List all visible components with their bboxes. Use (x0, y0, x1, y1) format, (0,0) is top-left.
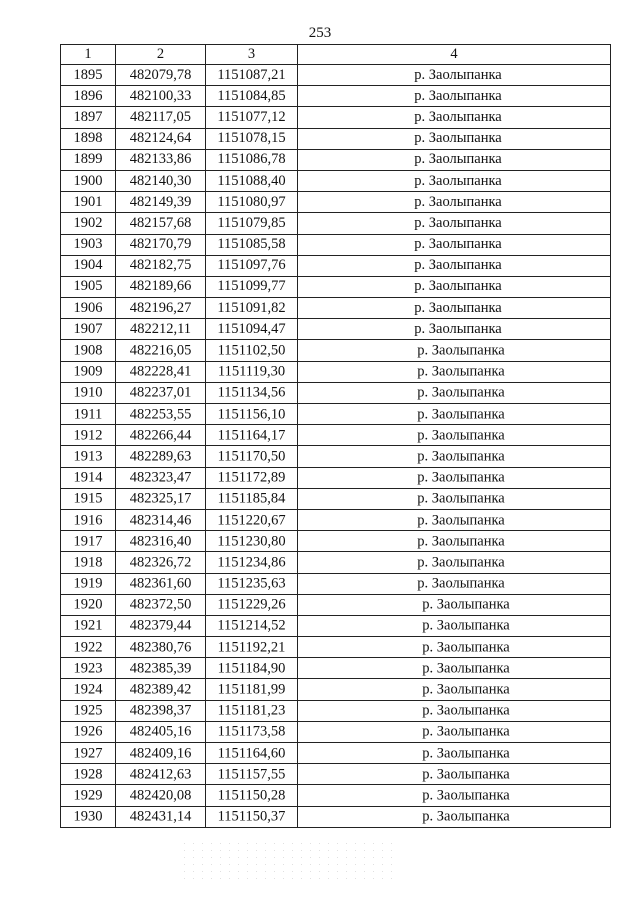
y-coordinate-cell: 1151156,10 (206, 404, 298, 425)
x-coordinate-cell: 482405,16 (116, 722, 206, 743)
point-number-cell: 1915 (61, 489, 116, 510)
point-number-cell: 1909 (61, 362, 116, 383)
table-body (61, 65, 611, 828)
x-coordinate-cell: 482182,75 (116, 255, 206, 276)
point-number-cell: 1926 (61, 722, 116, 743)
point-number-cell: 1916 (61, 510, 116, 531)
point-number-cell: 1896 (61, 86, 116, 107)
y-coordinate-cell: 1151091,82 (206, 298, 298, 319)
table-row (61, 170, 611, 191)
table-row (61, 700, 611, 721)
x-coordinate-cell: 482140,30 (116, 170, 206, 191)
point-number-cell: 1921 (61, 616, 116, 637)
y-coordinate-cell: 1151185,84 (206, 489, 298, 510)
point-number-cell: 1917 (61, 531, 116, 552)
x-coordinate-cell: 482412,63 (116, 764, 206, 785)
table-row (61, 743, 611, 764)
x-coordinate-cell: 482379,44 (116, 616, 206, 637)
table-row (61, 382, 611, 403)
table-row (61, 86, 611, 107)
x-coordinate-cell: 482326,72 (116, 552, 206, 573)
table-row (61, 65, 611, 86)
x-coordinate-cell: 482100,33 (116, 86, 206, 107)
table-row (61, 467, 611, 488)
object-name-cell: р. Заолыпанка (298, 255, 611, 276)
object-name-cell: р. Заолыпанка (298, 764, 611, 785)
object-name-cell: р. Заолыпанка (298, 298, 611, 319)
object-name-cell: р. Заолыпанка (298, 234, 611, 255)
object-name-cell: р. Заолыпанка (298, 383, 611, 404)
y-coordinate-cell: 1151173,58 (206, 722, 298, 743)
x-coordinate-cell: 482157,68 (116, 213, 206, 234)
object-name-cell: р. Заолыпанка (298, 510, 611, 531)
point-number-cell: 1919 (61, 574, 116, 595)
object-name-cell: р. Заолыпанка (298, 362, 611, 383)
x-coordinate-cell: 482266,44 (116, 425, 206, 446)
y-coordinate-cell: 1151086,78 (206, 149, 298, 170)
table-row (61, 615, 611, 636)
y-coordinate-cell: 1151172,89 (206, 468, 298, 489)
point-number-cell: 1900 (61, 170, 116, 191)
y-coordinate-cell: 1151235,63 (206, 574, 298, 595)
table-row (61, 721, 611, 742)
point-number-cell: 1895 (61, 65, 116, 86)
object-name-cell: р. Заолыпанка (298, 128, 611, 149)
point-number-cell: 1902 (61, 213, 116, 234)
table-row (61, 764, 611, 785)
object-name-cell: р. Заолыпанка (298, 616, 611, 637)
x-coordinate-cell: 482389,42 (116, 679, 206, 700)
x-coordinate-cell: 482170,79 (116, 234, 206, 255)
y-coordinate-cell: 1151150,28 (206, 785, 298, 806)
table-row (61, 107, 611, 128)
object-name-cell: р. Заолыпанка (298, 404, 611, 425)
y-coordinate-cell: 1151088,40 (206, 170, 298, 191)
table-row (61, 361, 611, 382)
object-name-cell: р. Заолыпанка (298, 213, 611, 234)
y-coordinate-cell: 1151085,58 (206, 234, 298, 255)
object-name-cell: р. Заолыпанка (298, 192, 611, 213)
point-number-cell: 1897 (61, 107, 116, 128)
object-name-cell: р. Заолыпанка (298, 552, 611, 573)
point-number-cell: 1913 (61, 446, 116, 467)
column-header-2: 2 (116, 45, 206, 65)
y-coordinate-cell: 1151097,76 (206, 255, 298, 276)
point-number-cell: 1908 (61, 340, 116, 361)
table-row (61, 446, 611, 467)
y-coordinate-cell: 1151181,23 (206, 701, 298, 722)
x-coordinate-cell: 482323,47 (116, 468, 206, 489)
point-number-cell: 1928 (61, 764, 116, 785)
x-coordinate-cell: 482253,55 (116, 404, 206, 425)
table-row (61, 128, 611, 149)
object-name-cell: р. Заолыпанка (298, 319, 611, 340)
x-coordinate-cell: 482079,78 (116, 65, 206, 86)
object-name-cell: р. Заолыпанка (298, 65, 611, 86)
y-coordinate-cell: 1151084,85 (206, 86, 298, 107)
x-coordinate-cell: 482385,39 (116, 658, 206, 679)
object-name-cell: р. Заолыпанка (298, 468, 611, 489)
x-coordinate-cell: 482117,05 (116, 107, 206, 128)
x-coordinate-cell: 482212,11 (116, 319, 206, 340)
object-name-cell: р. Заолыпанка (298, 807, 611, 828)
table-row (61, 255, 611, 276)
y-coordinate-cell: 1151170,50 (206, 446, 298, 467)
point-number-cell: 1905 (61, 276, 116, 297)
table-row (61, 276, 611, 297)
point-number-cell: 1901 (61, 192, 116, 213)
table-row (61, 552, 611, 573)
x-coordinate-cell: 482420,08 (116, 785, 206, 806)
y-coordinate-cell: 1151087,21 (206, 65, 298, 86)
object-name-cell: р. Заолыпанка (298, 595, 611, 616)
object-name-cell: р. Заолыпанка (298, 785, 611, 806)
object-name-cell: р. Заолыпанка (298, 743, 611, 764)
table-row (61, 806, 611, 827)
y-coordinate-cell: 1151078,15 (206, 128, 298, 149)
point-number-cell: 1911 (61, 404, 116, 425)
y-coordinate-cell: 1151134,56 (206, 383, 298, 404)
object-name-cell: р. Заолыпанка (298, 107, 611, 128)
x-coordinate-cell: 482409,16 (116, 743, 206, 764)
y-coordinate-cell: 1151164,60 (206, 743, 298, 764)
y-coordinate-cell: 1151099,77 (206, 276, 298, 297)
object-name-cell: р. Заолыпанка (298, 149, 611, 170)
x-coordinate-cell: 482216,05 (116, 340, 206, 361)
y-coordinate-cell: 1151229,26 (206, 595, 298, 616)
point-number-cell: 1907 (61, 319, 116, 340)
table-row (61, 531, 611, 552)
table-row (61, 213, 611, 234)
y-coordinate-cell: 1151184,90 (206, 658, 298, 679)
y-coordinate-cell: 1151230,80 (206, 531, 298, 552)
point-number-cell: 1925 (61, 701, 116, 722)
point-number-cell: 1923 (61, 658, 116, 679)
y-coordinate-cell: 1151150,37 (206, 807, 298, 828)
object-name-cell: р. Заолыпанка (298, 722, 611, 743)
y-coordinate-cell: 1151119,30 (206, 362, 298, 383)
y-coordinate-cell: 1151214,52 (206, 616, 298, 637)
y-coordinate-cell: 1151080,97 (206, 192, 298, 213)
y-coordinate-cell: 1151094,47 (206, 319, 298, 340)
object-name-cell: р. Заолыпанка (298, 489, 611, 510)
point-number-cell: 1898 (61, 128, 116, 149)
table-row (61, 509, 611, 530)
x-coordinate-cell: 482237,01 (116, 383, 206, 404)
y-coordinate-cell: 1151157,55 (206, 764, 298, 785)
page-number: 253 (308, 25, 332, 41)
point-number-cell: 1912 (61, 425, 116, 446)
object-name-cell: р. Заолыпанка (298, 446, 611, 467)
point-number-cell: 1930 (61, 807, 116, 828)
point-number-cell: 1918 (61, 552, 116, 573)
point-number-cell: 1927 (61, 743, 116, 764)
column-header-4: 4 (298, 45, 611, 65)
coordinates-table (60, 44, 611, 828)
x-coordinate-cell: 482196,27 (116, 298, 206, 319)
table-row (61, 425, 611, 446)
x-coordinate-cell: 482380,76 (116, 637, 206, 658)
x-coordinate-cell: 482314,46 (116, 510, 206, 531)
table-row (61, 573, 611, 594)
x-coordinate-cell: 482316,40 (116, 531, 206, 552)
point-number-cell: 1914 (61, 468, 116, 489)
y-coordinate-cell: 1151079,85 (206, 213, 298, 234)
point-number-cell: 1903 (61, 234, 116, 255)
table-row (61, 192, 611, 213)
point-number-cell: 1906 (61, 298, 116, 319)
point-number-cell: 1924 (61, 679, 116, 700)
point-number-cell: 1899 (61, 149, 116, 170)
object-name-cell: р. Заолыпанка (298, 170, 611, 191)
y-coordinate-cell: 1151181,99 (206, 679, 298, 700)
point-number-cell: 1922 (61, 637, 116, 658)
y-coordinate-cell: 1151164,17 (206, 425, 298, 446)
y-coordinate-cell: 1151220,67 (206, 510, 298, 531)
scan-noise-dots (180, 840, 400, 880)
column-header-1: 1 (61, 45, 116, 65)
object-name-cell: р. Заолыпанка (298, 425, 611, 446)
table-row (61, 149, 611, 170)
y-coordinate-cell: 1151077,12 (206, 107, 298, 128)
x-coordinate-cell: 482431,14 (116, 807, 206, 828)
object-name-cell: р. Заолыпанка (298, 340, 611, 361)
object-name-cell: р. Заолыпанка (298, 86, 611, 107)
table-row (61, 594, 611, 615)
point-number-cell: 1904 (61, 255, 116, 276)
table-row (61, 319, 611, 340)
table-row (61, 658, 611, 679)
x-coordinate-cell: 482124,64 (116, 128, 206, 149)
x-coordinate-cell: 482325,17 (116, 489, 206, 510)
table-row (61, 785, 611, 806)
object-name-cell: р. Заолыпанка (298, 574, 611, 595)
x-coordinate-cell: 482228,41 (116, 362, 206, 383)
table-header-row (61, 45, 611, 65)
table-row (61, 404, 611, 425)
point-number-cell: 1920 (61, 595, 116, 616)
point-number-cell: 1929 (61, 785, 116, 806)
table-row (61, 637, 611, 658)
x-coordinate-cell: 482149,39 (116, 192, 206, 213)
x-coordinate-cell: 482372,50 (116, 595, 206, 616)
object-name-cell: р. Заолыпанка (298, 658, 611, 679)
object-name-cell: р. Заолыпанка (298, 679, 611, 700)
x-coordinate-cell: 482361,60 (116, 574, 206, 595)
object-name-cell: р. Заолыпанка (298, 637, 611, 658)
table-row (61, 488, 611, 509)
x-coordinate-cell: 482289,63 (116, 446, 206, 467)
object-name-cell: р. Заолыпанка (298, 531, 611, 552)
object-name-cell: р. Заолыпанка (298, 701, 611, 722)
table-row (61, 340, 611, 361)
y-coordinate-cell: 1151234,86 (206, 552, 298, 573)
object-name-cell: р. Заолыпанка (298, 276, 611, 297)
column-header-3: 3 (206, 45, 298, 65)
x-coordinate-cell: 482133,86 (116, 149, 206, 170)
x-coordinate-cell: 482398,37 (116, 701, 206, 722)
table-row (61, 298, 611, 319)
table-row (61, 679, 611, 700)
x-coordinate-cell: 482189,66 (116, 276, 206, 297)
y-coordinate-cell: 1151192,21 (206, 637, 298, 658)
point-number-cell: 1910 (61, 383, 116, 404)
y-coordinate-cell: 1151102,50 (206, 340, 298, 361)
table-row (61, 234, 611, 255)
